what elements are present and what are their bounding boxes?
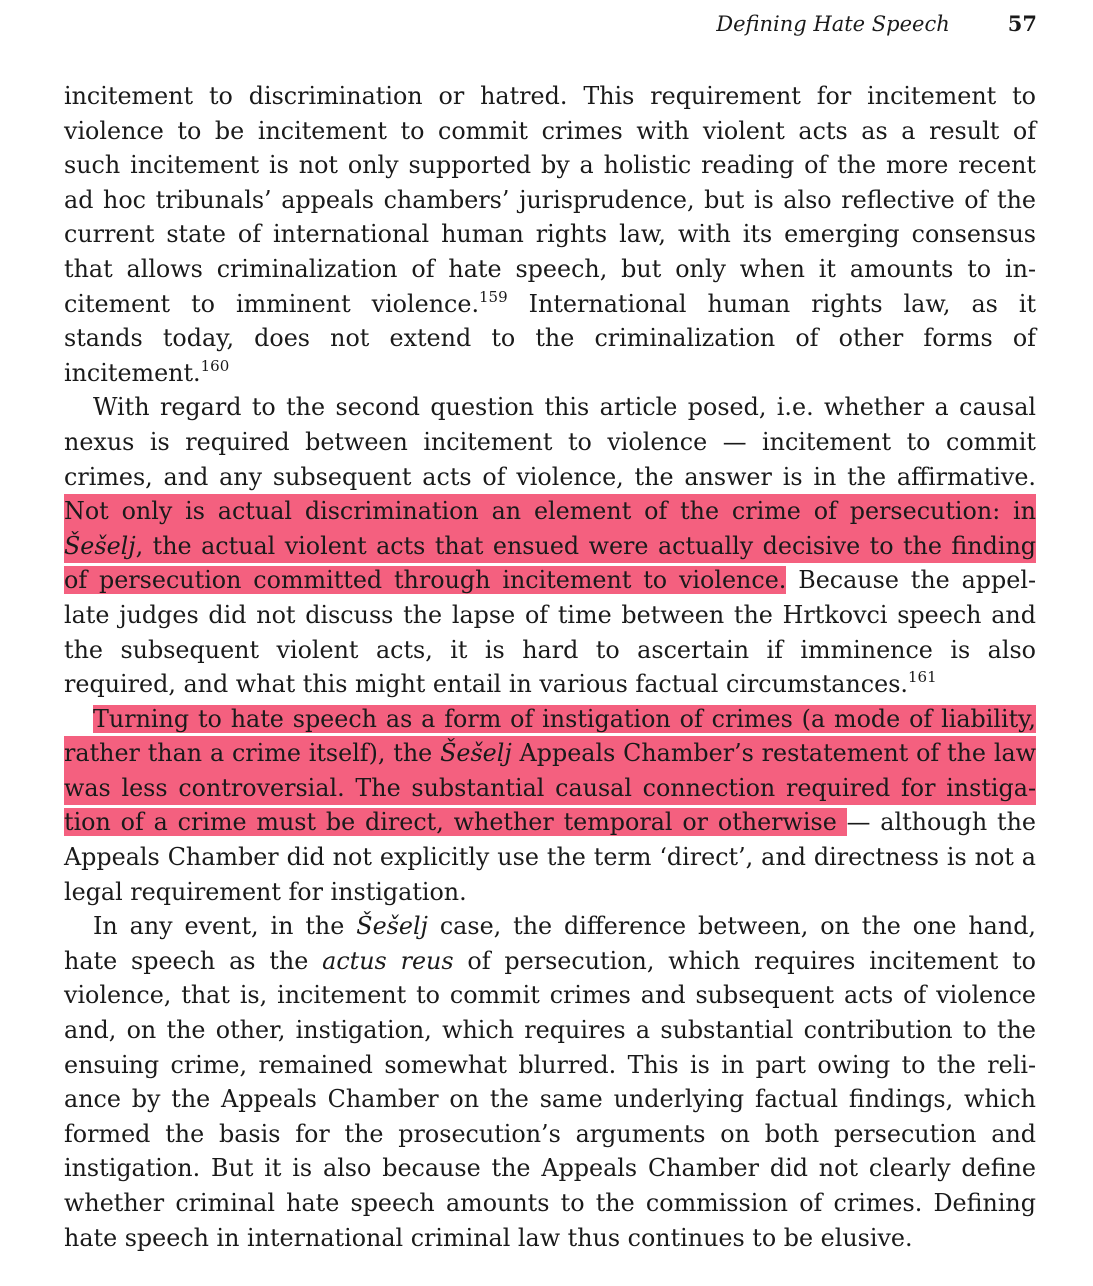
text-line: legal requirement for instigation. [64, 877, 467, 906]
paragraph [64, 702, 1036, 910]
text-line: With regard to the second question this article posed, i.e. whether a causal [93, 393, 1036, 422]
text-line: In any event, in the Šešelj case, the difference between, on the one hand, [93, 912, 1036, 941]
latin-term: actus reus [322, 946, 454, 975]
highlighted-line: rather than a crime itself), the Šešelj Appeals Chamber’s restatement of the law [64, 736, 1036, 771]
footnote-ref: 159 [479, 287, 508, 306]
highlight: of persecution committed through incitement to violence. [64, 566, 787, 595]
text-line: tion of a crime must be direct, whether temporal or otherwise — although the [64, 808, 1036, 837]
text-line: nexus is required between incitement to violence — incitement to commit [64, 427, 1036, 456]
text-line: incitement.$^{160}$ [64, 356, 230, 387]
text-line: late judges did not discuss the lapse of time between the Hrtkovci speech and [64, 600, 1036, 629]
case-name: Šešelj [64, 531, 136, 560]
highlight: Turning to hate speech as a form of instigation of crimes (a mode of liability, [93, 704, 1036, 733]
highlighted-line: was less controversial. The substantial causal connection required for instiga- [64, 771, 1036, 806]
text-line: incitement to discrimination or hatred. This requirement for incitement to [64, 82, 1036, 110]
text-line: and, on the other, instigation, which requires a substantial contribution to the [64, 1016, 1036, 1045]
case-name: Šešelj [356, 912, 428, 941]
case-name: Šešelj [440, 739, 512, 768]
paragraph [64, 390, 1036, 701]
text-line: formed the basis for the prosecution’s arguments on both persecution and [64, 1119, 1036, 1148]
text-line: Appeals Chamber did not explicitly use the term ‘direct’, and directness is not a [64, 843, 1036, 872]
text-line: that allows criminalization of hate speech, but only when it amounts to in- [64, 254, 1036, 283]
highlight: tion of a crime must be direct, whether temporal or otherwise [64, 808, 847, 837]
text-line: ensuing crime, remained somewhat blurred. This is in part owing to the reli- [64, 1050, 1036, 1079]
text-line: citement to imminent violence.$^{159}$ International human rights law, as it [64, 287, 1037, 318]
text-line: the subsequent violent acts, it is hard to ascertain if imminence is also [64, 635, 1036, 664]
running-head [64, 10, 1037, 38]
text-line: required, and what this might entail in various factual circumstances.$^{161}$ [64, 668, 937, 699]
text-line: of persecution committed through incitement to violence. Because the appel- [64, 566, 1036, 595]
paragraph [64, 79, 1036, 390]
paragraph [64, 909, 1036, 1255]
text-line: ad hoc tribunals’ appeals chambers’ jurisprudence, but is also reflective of the [64, 185, 1036, 214]
text-line: hate speech in international criminal law thus continues to be elusive. [64, 1223, 913, 1252]
text-line: hate speech as the actus reus of persecution, which requires incitement to [64, 946, 1036, 975]
text-line: such incitement is not only supported by a holistic reading of the more recent [64, 151, 1036, 180]
text-line: violence, that is, incitement to commit crimes and subsequent acts of violence [64, 981, 1036, 1010]
footnote-ref: 161 [908, 668, 937, 687]
page-number: 57 [1007, 11, 1037, 36]
footnote-ref: 160 [200, 356, 230, 375]
running-head-title: Defining Hate Speech [716, 12, 950, 36]
text-line: violence to be incitement to commit crimes with violent acts as a result of [64, 116, 1036, 145]
text-line: current state of international human rights law, with its emerging consensus [64, 220, 1036, 249]
text-line: crimes, and any subsequent acts of violence, the answer is in the affirmative. [64, 462, 1036, 491]
body-text [64, 79, 1036, 1255]
highlighted-line: Not only is actual discrimination an element of the crime of persecution: in [64, 494, 1036, 529]
text-line: whether criminal hate speech amounts to the commission of crimes. Defining [64, 1189, 1036, 1217]
text-line: stands today, does not extend to the criminalization of other forms of [64, 324, 1036, 353]
highlighted-line: Šešelj, the actual violent acts that ensued were actually decisive to the finding [64, 529, 1036, 564]
text-line: instigation. But it is also because the Appeals Chamber did not clearly define [64, 1154, 1036, 1183]
text-line: ance by the Appeals Chamber on the same underlying factual findings, which [64, 1085, 1036, 1114]
text-line [64, 702, 1036, 737]
